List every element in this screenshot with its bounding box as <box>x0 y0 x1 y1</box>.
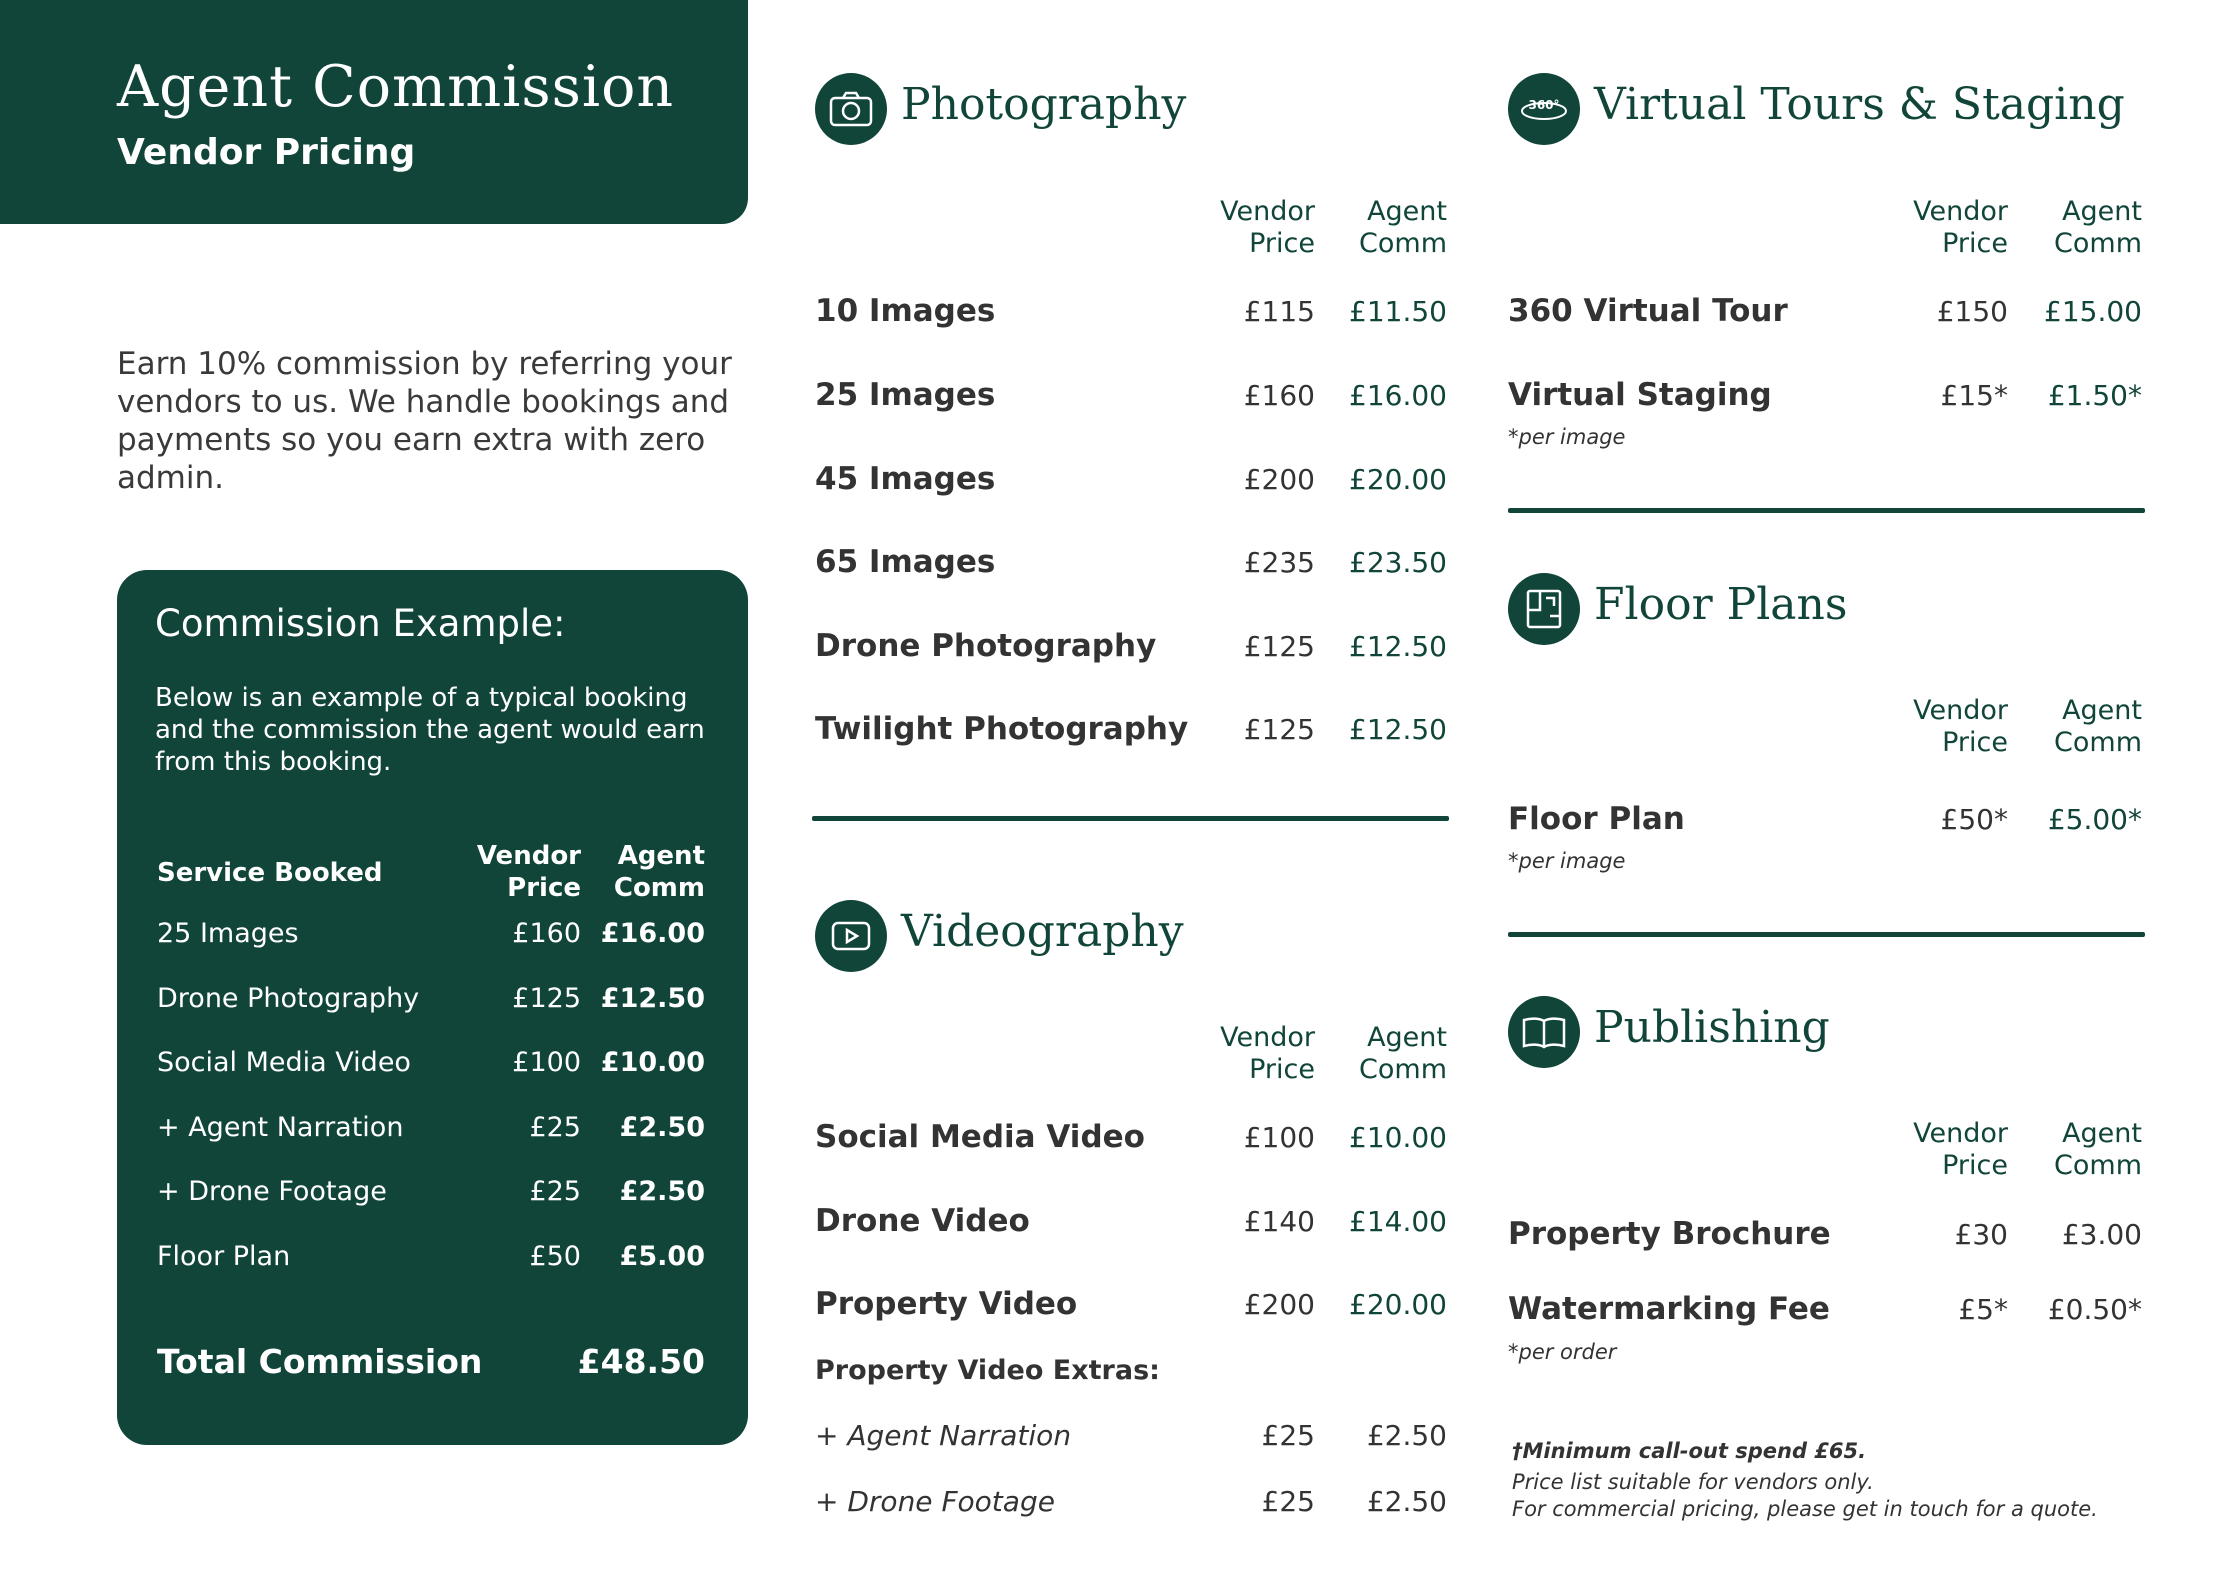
vendor-price: £25 <box>529 1111 581 1143</box>
item-name: 25 Images <box>815 377 996 413</box>
table-row <box>157 1176 705 1241</box>
agent-commission: £12.50 <box>600 982 705 1014</box>
vendor-price: £160 <box>1243 379 1315 412</box>
item-name: Property Video <box>815 1286 1078 1322</box>
vendor-price: £115 <box>1243 295 1315 328</box>
agent-commission: £23.50 <box>1349 546 1447 579</box>
item-name: Twilight Photography <box>815 711 1189 747</box>
item-name: 360 Virtual Tour <box>1508 293 1788 329</box>
col-agent-header: Agent Comm <box>1359 196 1447 259</box>
section-title: Virtual Tours & Staging <box>1594 79 2125 130</box>
service-name: 25 Images <box>157 918 299 949</box>
table-row <box>157 1112 705 1177</box>
vendor-price: £50 <box>529 1240 581 1272</box>
page-title: Agent Commission <box>117 54 675 120</box>
intro-text: Earn 10% commission by referring your vendors to us. We handle bookings and payments so you earn extra with zero admin. <box>117 346 732 496</box>
agent-commission: £0.50* <box>2047 1293 2142 1326</box>
svg-text:360°: 360° <box>1528 98 1560 112</box>
agent-commission: £14.00 <box>1349 1205 1447 1238</box>
card-table-body <box>157 918 705 1305</box>
vendor-price: £25 <box>1261 1419 1315 1452</box>
vendor-price: £200 <box>1243 1288 1315 1321</box>
per-image-note: *per image <box>1508 425 1626 449</box>
vendor-price: £200 <box>1243 463 1315 496</box>
item-name: Drone Video <box>815 1203 1030 1239</box>
agent-commission: £16.00 <box>600 918 705 949</box>
camera-icon <box>815 73 887 145</box>
item-name: Property Brochure <box>1508 1216 1831 1252</box>
extra-name: + Agent Narration <box>815 1419 1072 1452</box>
vendor-price: £125 <box>1243 630 1315 663</box>
col-agent-header: Agent Comm <box>2054 695 2142 758</box>
agent-commission: £5.00 <box>619 1240 705 1272</box>
vendor-price: £50* <box>1940 803 2008 836</box>
vendor-price: £100 <box>512 1047 581 1078</box>
item-name: 65 Images <box>815 544 996 580</box>
service-name: + Agent Narration <box>157 1111 404 1143</box>
vendor-price: £15* <box>1940 379 2008 412</box>
col-agent-header: Agent Comm <box>2054 1118 2142 1181</box>
service-name: Drone Photography <box>157 982 420 1014</box>
agent-commission: £20.00 <box>1349 1288 1447 1321</box>
vendor-price: £125 <box>512 982 581 1014</box>
card-table-header <box>157 838 705 902</box>
agent-commission: £2.50 <box>1366 1419 1447 1452</box>
service-name: Social Media Video <box>157 1047 411 1078</box>
section-divider <box>1508 508 2145 513</box>
service-name: Floor Plan <box>157 1240 291 1272</box>
agent-commission: £12.50 <box>1349 630 1447 663</box>
vendor-price: £5* <box>1958 1293 2008 1326</box>
vendor-price: £140 <box>1243 1205 1315 1238</box>
col-vendor-header: Vendor Price <box>1220 1022 1315 1085</box>
agent-commission: £10.00 <box>600 1047 705 1078</box>
card-description: Below is an example of a typical booking and the commission the agent would earn from this booking. <box>155 683 705 777</box>
vendor-price: £30 <box>1954 1218 2008 1251</box>
per-image-note: *per image <box>1508 849 1626 873</box>
extras-label: Property Video Extras: <box>815 1355 1160 1386</box>
col-vendor-header: Vendor Price <box>476 841 581 903</box>
agent-commission: £16.00 <box>1349 379 1447 412</box>
table-row <box>157 983 705 1048</box>
item-name: Watermarking Fee <box>1508 1291 1830 1327</box>
item-name: Drone Photography <box>815 628 1157 664</box>
col-agent-header: Agent Comm <box>2054 196 2142 259</box>
table-row <box>157 1047 705 1112</box>
table-row <box>157 918 705 983</box>
publishing-section <box>1508 996 2142 1376</box>
vendor-only-note: Price list suitable for vendors only. <box>1512 1470 1874 1494</box>
agent-commission: £3.00 <box>2061 1218 2142 1251</box>
vendor-price: £100 <box>1243 1121 1315 1154</box>
total-value: £48.50 <box>577 1342 705 1381</box>
item-name: 10 Images <box>815 293 996 329</box>
agent-commission: £1.50* <box>2047 379 2142 412</box>
360-icon <box>1508 73 1580 145</box>
commission-example-card <box>117 570 748 1445</box>
item-name: Virtual Staging <box>1508 377 1772 413</box>
section-title: Videography <box>901 906 1184 957</box>
agent-commission: £2.50 <box>1366 1485 1447 1518</box>
agent-commission: £2.50 <box>619 1176 705 1207</box>
vendor-price: £25 <box>1261 1485 1315 1518</box>
item-name: 45 Images <box>815 461 996 497</box>
agent-commission: £20.00 <box>1349 463 1447 496</box>
service-name: + Drone Footage <box>157 1176 387 1207</box>
agent-commission: £5.00* <box>2047 803 2142 836</box>
card-title: Commission Example: <box>155 602 566 645</box>
col-agent-header: Agent Comm <box>613 841 705 903</box>
videography-section <box>815 900 1447 1540</box>
vendor-price: £160 <box>512 918 581 949</box>
page-subtitle: Vendor Pricing <box>117 132 416 173</box>
section-title: Photography <box>901 79 1187 130</box>
commercial-pricing-note: For commercial pricing, please get in touch for a quote. <box>1512 1497 2098 1521</box>
vendor-price: £125 <box>1243 713 1315 746</box>
video-icon <box>815 900 887 972</box>
section-title: Floor Plans <box>1594 579 1848 630</box>
book-icon <box>1508 996 1580 1068</box>
extra-name: + Drone Footage <box>815 1485 1055 1518</box>
col-agent-header: Agent Comm <box>1359 1022 1447 1085</box>
total-commission-row <box>157 1342 705 1381</box>
virtual-tours-section <box>1508 73 2142 473</box>
item-name: Floor Plan <box>1508 801 1685 837</box>
footer-notes <box>1512 1438 2192 1523</box>
agent-commission: £10.00 <box>1349 1121 1447 1154</box>
vendor-price: £150 <box>1936 295 2008 328</box>
per-order-note: *per order <box>1508 1340 1617 1364</box>
photography-section <box>815 73 1447 833</box>
header-banner <box>0 0 748 224</box>
col-vendor-header: Vendor Price <box>1913 196 2008 259</box>
agent-commission: £11.50 <box>1349 295 1447 328</box>
agent-commission: £2.50 <box>619 1111 705 1143</box>
agent-commission: £15.00 <box>2044 295 2142 328</box>
col-service-header: Service Booked <box>157 858 383 888</box>
agent-commission: £12.50 <box>1349 713 1447 746</box>
floorplan-icon <box>1508 573 1580 645</box>
section-title: Publishing <box>1594 1002 1830 1053</box>
col-vendor-header: Vendor Price <box>1913 695 2008 758</box>
item-name: Social Media Video <box>815 1119 1145 1155</box>
floor-plans-section <box>1508 573 2142 893</box>
section-divider <box>1508 932 2145 937</box>
vendor-price: £25 <box>529 1176 581 1207</box>
vendor-price: £235 <box>1243 546 1315 579</box>
minimum-spend-note: †Minimum call-out spend £65. <box>1512 1439 1867 1463</box>
table-row <box>157 1241 705 1306</box>
col-vendor-header: Vendor Price <box>1220 196 1315 259</box>
total-label: Total Commission <box>157 1342 483 1381</box>
section-divider <box>812 816 1449 821</box>
col-vendor-header: Vendor Price <box>1913 1118 2008 1181</box>
